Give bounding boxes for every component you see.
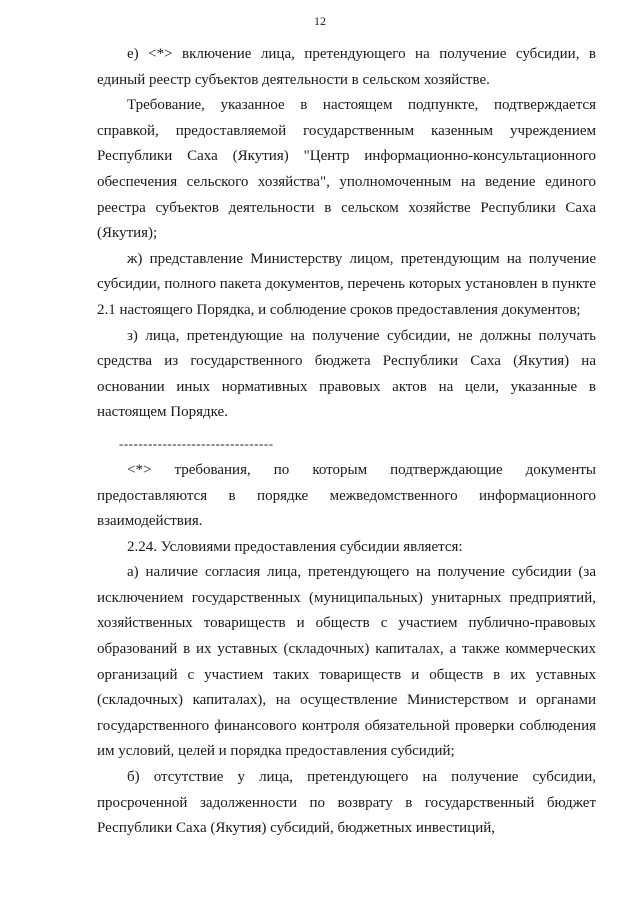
page-number: 12: [314, 14, 326, 28]
footnote-text: <*> требования, по которым подтверждающие документы предоставляются в порядке межведомственного информационного взаимодействия.: [97, 461, 596, 530]
document-body: [97, 42, 596, 842]
paragraph-e: е) <*> включение лица, претендующего на получение субсидии, в единый реестр субъектов деятельности в сельском хозяйстве.: [97, 46, 596, 88]
paragraph-b: б) отсутствие у лица, претендующего на получение субсидии, просроченной задолженности по возврату в государственный бюджет Республики Саха (Якутия) субсидий, бюджетных инвестиций,: [97, 769, 596, 837]
footnote-separator: --------------------------------: [119, 435, 274, 451]
paragraph-zh: ж) представление Министерству лицом, претендующим на получение субсидии, полного пакета документов, перечень которых установлен в пункте 2.1 настоящего Порядка, и соблюдение сроков предоставления документов;: [97, 250, 596, 318]
paragraph-requirement: Требование, указанное в настоящем подпункте, подтверждается справкой, предоставляемой государственным казенным учреждением Республики Саха (Якутия) "Центр информационно-консультационного обеспечения сельского хозяйства", уполномоченным на ведение единого реестра субъектов деятельности в сельском хозяйстве Республики Саха (Якутия);: [97, 97, 596, 242]
section-2-24-heading: 2.24. Условиями предоставления субсидии является:: [127, 538, 463, 555]
paragraph-a: а) наличие согласия лица, претендующего на получение субсидии (за исключением государственных (муниципальных) унитарных предприятий, хозяйственных товариществ и обществ с участием публично-правовых образований в их уставных (складочных) капиталах, а также коммерческих организаций с участием таких товариществ и обществ в их уставных (складочных) капиталах), на осуществление Министерством и органами государственного финансового контроля обязательной проверки соблюдения им условий, целей и порядка предоставления субсидий;: [97, 564, 596, 760]
paragraph-z: з) лица, претендующие на получение субсидии, не должны получать средства из государственного бюджета Республики Саха (Якутия) на основании иных нормативных правовых актов на цели, указанные в настоящем Порядке.: [97, 327, 596, 421]
